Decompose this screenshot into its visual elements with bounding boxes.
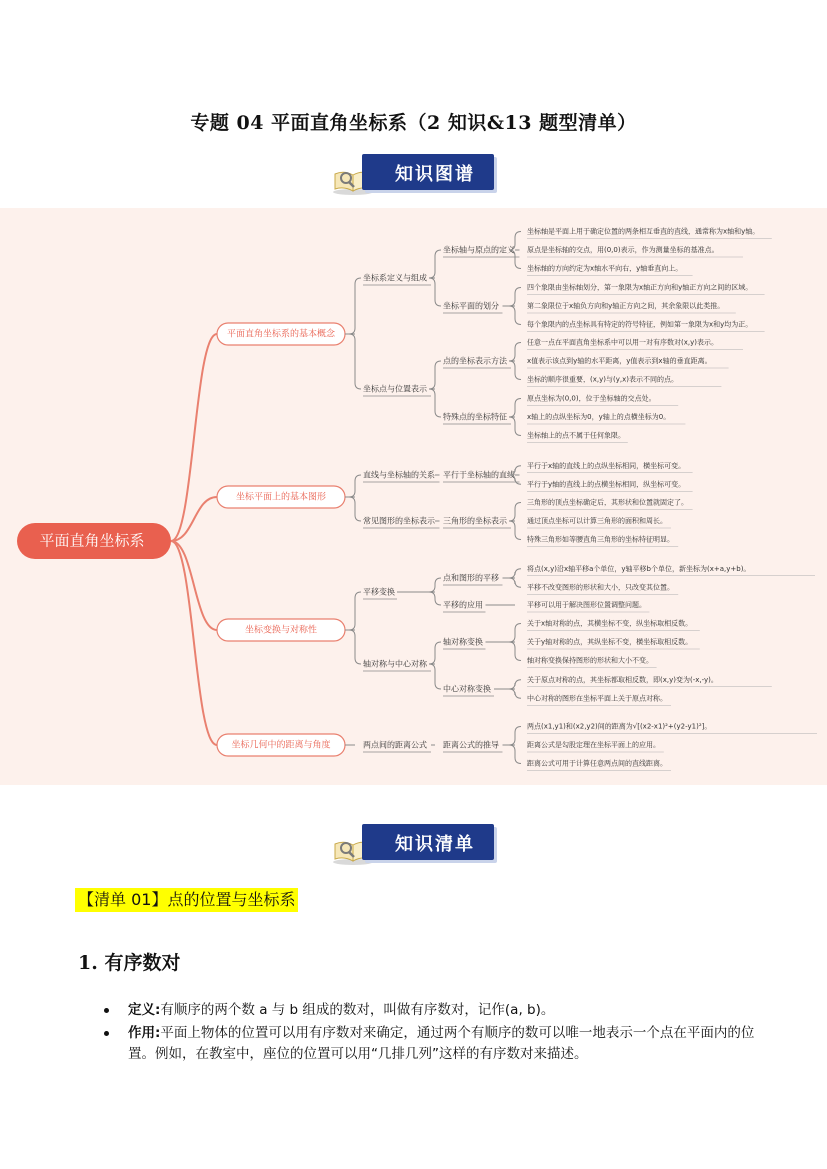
leaf-text: 坐标的顺序很重要，(x,y)与(y,x)表示不同的点。 <box>527 375 678 384</box>
leaf-text: 轴对称变换保持图形的形状和大小不变。 <box>527 656 653 665</box>
leaf-text: 原点坐标为(0,0)，位于坐标轴的交点处。 <box>527 394 656 403</box>
branch-bracket <box>349 475 361 521</box>
leaf-text: 两点(x1,y1)和(x2,y2)间的距离为√[(x2-x1)²+(y2-y1)²]。 <box>527 722 712 731</box>
bullet-icon <box>104 1008 109 1013</box>
leaf-text: 距离公式可用于计算任意两点间的直线距离。 <box>527 759 667 768</box>
bullet-icon <box>104 1031 109 1036</box>
topic-label: 点和图形的平移 <box>443 573 499 583</box>
branch-label: 平面直角坐标系的基本概念 <box>226 329 336 340</box>
leaf-text: 中心对称的图形在坐标平面上关于原点对称。 <box>527 694 667 703</box>
root-label: 平面直角坐标系 <box>39 531 145 550</box>
leaf-text: 平移可以用于解决图形位置调整问题。 <box>527 601 646 609</box>
badge-label: 知识图谱 <box>395 164 475 185</box>
leaf-text: 关于原点对称的点，其坐标都取相反数，即(x,y)变为(-x,-y)。 <box>527 675 718 684</box>
item-key: 作用: <box>128 1025 161 1041</box>
topic-label: 坐标平面的划分 <box>443 301 499 311</box>
sub-label: 两点间的距离公式 <box>363 740 427 750</box>
page-title: 专题 04 平面直角坐标系（2 知识&13 题型清单） <box>190 112 637 134</box>
leaf-text: 任意一点在平面直角坐标系中可以用一对有序数对(x,y)表示。 <box>527 338 718 347</box>
sub-label: 平移变换 <box>363 587 395 597</box>
leaf-text: 坐标轴的方向约定为x轴水平向右，y轴垂直向上。 <box>527 264 683 273</box>
badge-label: 知识清单 <box>395 834 475 855</box>
root-connector <box>171 334 217 541</box>
list-item <box>104 1023 764 1065</box>
topic-label: 平移的应用 <box>443 600 483 610</box>
mind-map <box>0 208 827 785</box>
item-key: 定义: <box>128 1002 161 1018</box>
leaf-text: 关于y轴对称的点，其纵坐标不变，横坐标取相反数。 <box>527 638 693 646</box>
leaf-text: 坐标轴上的点不属于任何象限。 <box>527 431 625 440</box>
leaf-text: 通过顶点坐标可以计算三角形的面积和周长。 <box>527 517 667 525</box>
sub-label: 轴对称与中心对称 <box>363 659 427 669</box>
leaf-text: 第二象限位于x轴负方向和y轴正方向之间，其余象限以此类推。 <box>527 302 725 310</box>
leaf-text: 平移不改变图形的形状和大小，只改变其位置。 <box>527 583 674 592</box>
mind-map-canvas <box>0 208 827 785</box>
leaf-text: 距离公式是勾股定理在坐标平面上的应用。 <box>527 741 660 749</box>
topic-label: 中心对称变换 <box>443 684 491 694</box>
topic-label: 特殊点的坐标特征 <box>443 412 507 422</box>
root-connector <box>171 541 217 630</box>
topic-label: 点的坐标表示方法 <box>443 356 507 366</box>
leaf-text: 特殊三角形如等腰直角三角形的坐标特征明显。 <box>527 535 674 544</box>
leaf-text: 坐标轴是平面上用于确定位置的两条相互垂直的直线，通常称为x轴和y轴。 <box>527 227 760 236</box>
item-text: 平面上物体的位置可以用有序数对来确定，通过两个有顺序的数可以唯一地表示一个点在平面内的位置。例如，在教室中，座位的位置可以用“几排几列”这样的有序数对来描述。 <box>128 1025 755 1062</box>
topic-label: 轴对称变换 <box>443 637 483 647</box>
leaf-text: 原点是坐标轴的交点，用(0,0)表示，作为测量坐标的基准点。 <box>527 246 719 254</box>
leaf-text: 每个象限内的点坐标具有特定的符号特征，例如第一象限为x和y均为正。 <box>527 320 753 329</box>
leaf-text: x值表示该点到y轴的水平距离，y值表示到x轴的垂直距离。 <box>527 357 712 365</box>
leaf-text: x轴上的点纵坐标为0，y轴上的点横坐标为0。 <box>527 413 671 421</box>
branch-label: 坐标平面上的基本图形 <box>235 492 327 503</box>
branch-label: 坐标变换与对称性 <box>244 625 318 636</box>
leaf-text: 四个象限由坐标轴划分，第一象限为x轴正方向和y轴正方向之间的区域。 <box>527 283 753 292</box>
branch-bracket <box>349 592 361 664</box>
topic-label: 平行于坐标轴的直线 <box>443 470 515 480</box>
topic-label: 坐标轴与原点的定义 <box>443 245 515 255</box>
knowledge-map-badge <box>332 154 496 196</box>
leaf-text: 关于x轴对称的点，其横坐标不变，纵坐标取相反数。 <box>527 619 693 628</box>
knowledge-list-badge <box>332 824 496 866</box>
leaf-text: 三角形的顶点坐标确定后，其形状和位置就固定了。 <box>527 498 688 507</box>
sub-label: 直线与坐标轴的关系 <box>363 470 435 480</box>
sub-label: 常见图形的坐标表示 <box>363 516 435 526</box>
branch-label: 坐标几何中的距离与角度 <box>231 740 331 751</box>
sub-bracket <box>429 642 441 689</box>
section-heading: 1. 有序数对 <box>78 952 181 974</box>
list-item <box>104 1000 764 1021</box>
section-tag: 【清单 01】点的位置与坐标系 <box>75 888 298 912</box>
sub-label: 坐标点与位置表示 <box>363 384 427 394</box>
leaf-text: 平行于y轴的直线上的点横坐标相同，纵坐标可变。 <box>527 480 686 489</box>
sub-label: 坐标系定义与组成 <box>363 273 427 283</box>
leaf-text: 将点(x,y)沿x轴平移a个单位，y轴平移b个单位，新坐标为(x+a,y+b)。 <box>527 564 751 573</box>
root-connector <box>171 541 217 745</box>
definition-list <box>104 1000 764 1067</box>
item-text: 有顺序的两个数 a 与 b 组成的数对，叫做有序数对，记作(a, b)。 <box>160 1002 555 1018</box>
topic-label: 三角形的坐标表示 <box>443 516 507 526</box>
topic-label: 距离公式的推导 <box>443 740 499 750</box>
leaf-text: 平行于x轴的直线上的点纵坐标相同，横坐标可变。 <box>527 461 686 470</box>
